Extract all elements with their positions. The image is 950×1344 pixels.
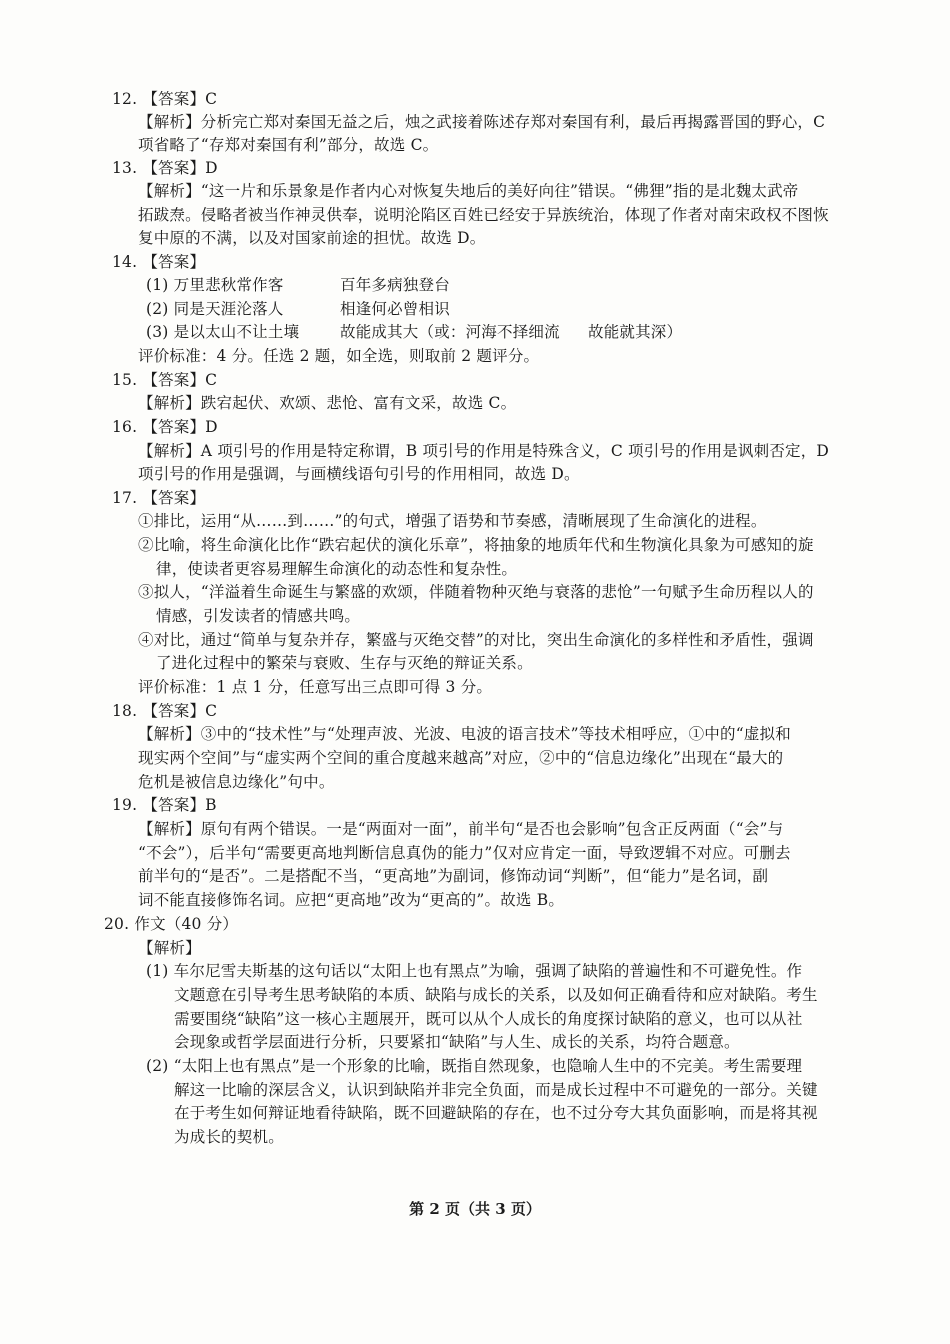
q19-analysis-line-4: 词不能直接修饰名词。应把“更高地”改为“更高的”。故选 B。 <box>138 891 565 909</box>
q20-part2-line-3: 在于考生如何辩证地看待缺陷，既不回避缺陷的存在，也不过分夸大其负面影响，而是将其视 <box>174 1104 818 1122</box>
q16-analysis-line-1: 【解析】A 项引号的作用是特定称谓，B 项引号的作用是特殊含义，C 项引号的作用是讽刺否定，D <box>138 442 830 460</box>
q14-criteria: 评价标准：4 分。任选 2 题，如全选，则取前 2 题评分。 <box>138 347 540 365</box>
q12-answer: 12. 【答案】C <box>112 90 218 108</box>
q14-item1-first: (1) 万里悲秋常作客 <box>146 276 284 294</box>
q20-part2-line-1: (2) “太阳上也有黑点”是一个形象的比喻，既指自然现象，也隐喻人生中的不完美。考生需要理 <box>146 1057 803 1075</box>
q14-answer: 14. 【答案】 <box>112 253 206 271</box>
q17-point-4-line-2: 了进化过程中的繁荣与衰败、生存与灭绝的辩证关系。 <box>156 654 533 672</box>
q20-title: 20. 作文（40 分） <box>104 915 239 933</box>
q17-criteria: 评价标准：1 点 1 分，任意写出三点即可得 3 分。 <box>138 678 493 696</box>
q17-point-3-line-2: 情感，引发读者的情感共鸣。 <box>156 607 361 625</box>
q17-answer: 17. 【答案】 <box>112 489 206 507</box>
q13-answer: 13. 【答案】D <box>112 159 218 177</box>
q17-point-2-line-2: 律，使读者更容易理解生命演化的动态性和复杂性。 <box>156 560 518 578</box>
q20-part1-line-2: 文题意在引导考生思考缺陷的本质、缺陷与成长的关系，以及如何正确看待和应对缺陷。考生 <box>174 986 818 1004</box>
q12-analysis-line-2: 项省略了“存郑对秦国有利”部分，故选 C。 <box>138 136 439 154</box>
q14-item3-first: (3) 是以太山不让土壤 <box>146 323 300 341</box>
q14-item3-second: 故能成其大（或：河海不择细流 <box>340 323 560 341</box>
page-number-footer: 第 2 页（共 3 页） <box>409 1200 541 1218</box>
q20-part2-line-2: 解这一比喻的深层含义，认识到缺陷并非完全负面，而是成长过程中不可避免的一部分。关键 <box>174 1081 818 1099</box>
q18-analysis-line-2: 现实两个空间”与“虚实两个空间的重合度越来越高”对应，②中的“信息边缘化”出现在“最大的 <box>138 749 784 767</box>
q18-analysis-line-3: 危机是被信息边缘化”句中。 <box>138 773 335 791</box>
q15-answer: 15. 【答案】C <box>112 371 218 389</box>
q20-analysis-label: 【解析】 <box>138 939 201 957</box>
q17-point-2-line-1: ②比喻，将生命演化比作“跌宕起伏的演化乐章”，将抽象的地质年代和生物演化具象为可感知的旋 <box>138 536 814 554</box>
q14-item2-first: (2) 同是天涯沦落人 <box>146 300 284 318</box>
q19-analysis-line-2: “不会”），后半句“需要更高地判断信息真伪的能力”仅对应肯定一面，导致逻辑不对应。可删去 <box>138 844 791 862</box>
q12-analysis-line-1: 【解析】分析完亡郑对秦国无益之后，烛之武接着陈述存郑对秦国有利，最后再揭露晋国的野心，C <box>138 113 826 131</box>
q14-item2-second: 相逢何必曾相识 <box>340 300 450 318</box>
q13-analysis-line-3: 复中原的不满，以及对国家前途的担忧。故选 D。 <box>138 229 486 247</box>
q17-point-1: ①排比，运用“从……到……”的句式，增强了语势和节奏感，清晰展现了生命演化的进程。 <box>138 512 767 530</box>
q19-analysis-line-3: 前半句的“是否”。二是搭配不当，“更高地”为副词，修饰动词“判断”，但“能力”是名词，副 <box>138 867 769 885</box>
q16-analysis-line-2: 项引号的作用是强调，与画横线语句引号的作用相同，故选 D。 <box>138 465 580 483</box>
q15-analysis-line-1: 【解析】跌宕起伏、欢颂、悲怆、富有文采，故选 C。 <box>138 394 517 412</box>
q14-item1-second: 百年多病独登台 <box>340 276 450 294</box>
q19-answer: 19. 【答案】B <box>112 796 217 814</box>
q13-analysis-line-2: 拓跋焘。侵略者被当作神灵供奉，说明沦陷区百姓已经安于异族统治，体现了作者对南宋政权不图恢 <box>138 206 829 224</box>
q20-part1-line-3: 需要围绕“缺陷”这一核心主题展开，既可以从个人成长的角度探讨缺陷的意义，也可以从社 <box>174 1010 803 1028</box>
q20-part2-line-4: 为成长的契机。 <box>174 1128 284 1146</box>
q17-point-3-line-1: ③拟人，“洋溢着生命诞生与繁盛的欢颂，伴随着物种灭绝与衰落的悲怆”一句赋予生命历程以人的 <box>138 583 814 601</box>
q19-analysis-line-1: 【解析】原句有两个错误。一是“两面对一面”，前半句“是否也会影响”包含正反两面（“会”与 <box>138 820 784 838</box>
q17-point-4-line-1: ④对比，通过“简单与复杂并存，繁盛与灭绝交替”的对比，突出生命演化的多样性和矛盾性，强调 <box>138 631 814 649</box>
q13-analysis-line-1: 【解析】“这一片和乐景象是作者内心对恢复失地后的美好向往”错误。“佛狸”指的是北魏太武帝 <box>138 182 799 200</box>
q18-answer: 18. 【答案】C <box>112 702 218 720</box>
q20-part1-line-1: (1) 车尔尼雪夫斯基的这句话以“太阳上也有黑点”为喻，强调了缺陷的普遍性和不可避免性。作 <box>146 962 803 980</box>
q18-analysis-line-1: 【解析】③中的“技术性”与“处理声波、光波、电波的语言技术”等技术相呼应，①中的“虚拟和 <box>138 725 791 743</box>
q16-answer: 16. 【答案】D <box>112 418 218 436</box>
q14-item3-third: 故能就其深） <box>588 323 683 341</box>
q20-part1-line-4: 会现象或哲学层面进行分析，只要紧扣“缺陷”与人生、成长的关系，均符合题意。 <box>174 1033 740 1051</box>
